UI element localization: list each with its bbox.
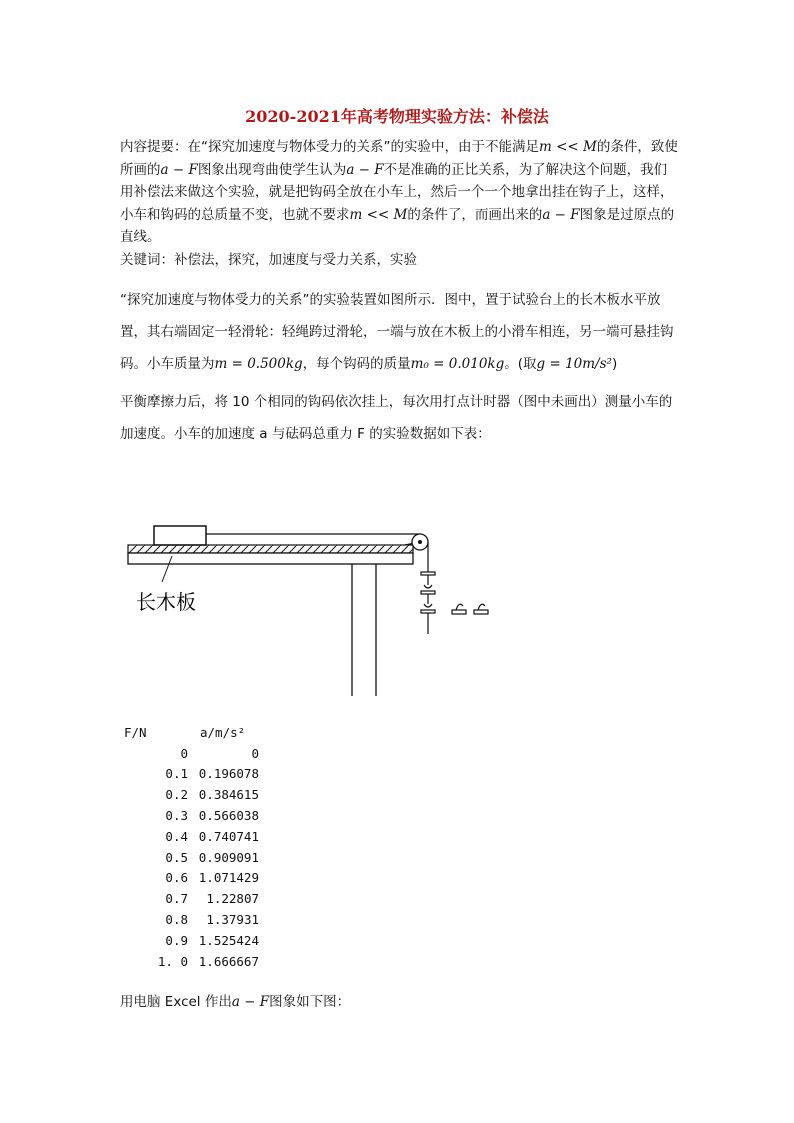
- table-cell: 0.4: [165, 828, 188, 844]
- table-row: [124, 764, 259, 785]
- paragraph-text: ): [611, 356, 618, 372]
- spare-masses: [452, 604, 488, 614]
- abstract-text: 的条件，致使所画的: [120, 139, 678, 178]
- footer-text: 图象如下图：: [269, 994, 351, 1010]
- keywords-text: 补偿法，探究，加速度与受力关系，实验: [174, 251, 417, 268]
- paragraph-text: “探究加速度与物体受力的关系”的实验装置如图所示．图中，置于试验台上的长木板水平放置，其右端固定一轻滑轮：轻绳跨过滑轮，一端与放在木板上的小滑车相连，另一端可悬挂钩码。小车质量为: [120, 292, 674, 372]
- table-row: [124, 930, 259, 951]
- table-row: [124, 909, 259, 930]
- column-header: a/m/s²: [200, 724, 246, 740]
- table-cell: 0.7: [165, 891, 188, 907]
- long-board: [128, 545, 413, 553]
- table-row: [124, 847, 259, 868]
- keywords-label: 关键词：: [120, 251, 174, 268]
- math-condition: m << M: [349, 206, 408, 223]
- abstract-section: [120, 136, 680, 271]
- table-row: [124, 826, 259, 847]
- paragraph: [120, 284, 685, 380]
- table-row: [124, 805, 259, 826]
- abstract-text: 图象是过原点的直线。: [120, 206, 675, 245]
- footer-line: [120, 990, 350, 1010]
- table-cell: 0.3: [165, 808, 188, 824]
- table-cell: 1.525424: [198, 932, 259, 948]
- table-row: [124, 951, 259, 972]
- table-cell: 0: [180, 745, 188, 761]
- table-row: [124, 784, 259, 805]
- table-cell: 0.740741: [198, 828, 259, 844]
- abstract-paragraph: [120, 136, 680, 249]
- hook-masses: [421, 572, 435, 634]
- math-gravity: g = 10m/s²: [536, 356, 612, 372]
- table-row: [124, 743, 259, 764]
- procedure-description: [120, 386, 685, 450]
- board-label: 长木板: [136, 590, 196, 614]
- table-cell: 1.071429: [198, 870, 259, 886]
- table-cell: 0.909091: [198, 849, 259, 865]
- table-cell: 1. 0: [157, 953, 188, 969]
- abstract-text: 的条件了，而画出来的: [407, 206, 543, 223]
- table-header-row: [124, 722, 259, 743]
- table-row: [124, 888, 259, 909]
- math-condition: m << M: [539, 139, 597, 155]
- abstract-text: 图象出现弯曲使学生认为: [197, 161, 347, 178]
- table-cell: 1.666667: [198, 953, 259, 969]
- table-cell: 0.9: [165, 932, 188, 948]
- pulley-axle: [418, 540, 422, 544]
- paragraph-text: 。(取: [504, 356, 537, 372]
- table-cell: 0.196078: [198, 766, 259, 782]
- math-a-f: a − F: [346, 161, 384, 178]
- table-row: [124, 868, 259, 889]
- math-cart-mass: m = 0.500kg: [214, 356, 303, 372]
- math-hook-mass: m₀ = 0.010kg: [410, 356, 505, 372]
- table-cell: 0.384615: [198, 787, 259, 803]
- table-cell: 1.22807: [206, 891, 259, 907]
- page-title: 2020-2021年高考物理实验方法：补偿法: [245, 107, 549, 126]
- experiment-description: [120, 284, 685, 380]
- table-cell: 0.6: [165, 870, 188, 886]
- math-a-f: a − F: [542, 206, 580, 223]
- math-a-f: a − F: [160, 161, 198, 178]
- paragraph: 平衡摩擦力后，将 10 个相同的钩码依次挂上，每次用打点计时器（图中未画出）测量小车的加速度。小车的加速度 a 与砝码总重力 F 的实验数据如下表：: [120, 394, 673, 442]
- paragraph-text: ，每个钩码的质量: [302, 356, 411, 372]
- math-a-f: a − F: [231, 994, 270, 1010]
- abstract-label: 内容提要：: [120, 139, 188, 155]
- keywords-line: [120, 249, 680, 272]
- table-cell: 0.5: [165, 849, 188, 865]
- footer-text: 用电脑 Excel 作出: [120, 994, 232, 1010]
- abstract-text: 在“探究加速度与物体受力的关系”的实验中，由于不能满足: [187, 139, 539, 155]
- table-cell: 1.37931: [206, 912, 259, 928]
- column-header: F/N: [124, 724, 147, 740]
- table-cell: 0.1: [165, 766, 188, 782]
- table-cell: 0.2: [165, 787, 188, 803]
- data-table: [124, 722, 259, 972]
- apparatus-figure: [120, 522, 500, 700]
- abstract-text: 不是准确的正比关系，为了解决这个问题，我们用补偿法来做这个实验，就是把钩码全放在小车上，然后一个一个地拿出挂在钩子上，这样，小车和钩码的总质量不变，也就不要求: [120, 161, 674, 223]
- table-cell: 0.566038: [198, 808, 259, 824]
- table-cell: 0: [251, 745, 259, 761]
- table-cell: 0.8: [165, 912, 188, 928]
- cart: [154, 526, 206, 545]
